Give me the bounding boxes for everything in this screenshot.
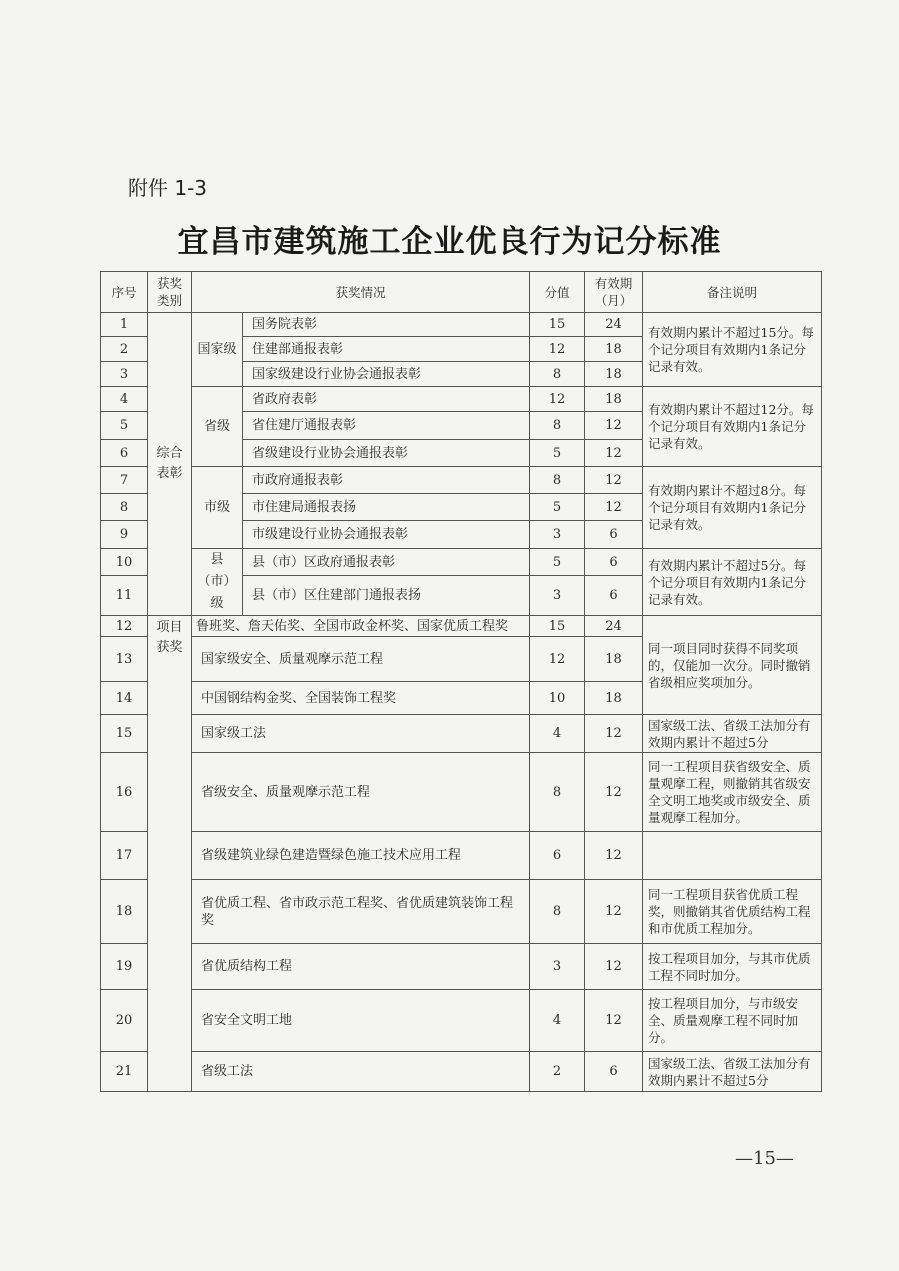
row-score: 2 [530, 1052, 585, 1092]
row-award: 省安全文明工地 [192, 990, 530, 1052]
row-score: 4 [530, 715, 585, 753]
note-row-16: 同一工程项目获省级安全、质量观摩工程，则撤销其省级安全文明工地奖或市级安全、质量观摩工程加分。 [643, 753, 822, 832]
row-months: 12 [585, 832, 643, 880]
row-score: 8 [530, 412, 585, 440]
row-no: 13 [101, 637, 148, 682]
header-score: 分值 [530, 272, 585, 313]
row-months: 12 [585, 753, 643, 832]
row-months: 18 [585, 682, 643, 715]
row-score: 4 [530, 990, 585, 1052]
row-award: 县（市）区住建部门通报表扬 [243, 576, 530, 616]
row-score: 8 [530, 880, 585, 944]
table-row [101, 313, 822, 337]
note-row-21: 国家级工法、省级工法加分有效期内累计不超过5分 [643, 1052, 822, 1092]
row-months: 12 [585, 715, 643, 753]
row-award: 市级建设行业协会通报表彰 [243, 521, 530, 549]
row-months: 12 [585, 944, 643, 990]
row-award: 市政府通报表彰 [243, 467, 530, 494]
row-score: 15 [530, 616, 585, 637]
table-row [101, 549, 822, 576]
level-county: 县（市）级 [192, 549, 243, 616]
row-award: 省优质结构工程 [192, 944, 530, 990]
row-score: 3 [530, 521, 585, 549]
note-county: 有效期内累计不超过5分。每个记分项目有效期内1条记分记录有效。 [643, 549, 822, 616]
row-score: 12 [530, 387, 585, 412]
category-project: 项目获奖 [148, 616, 192, 1092]
row-no: 3 [101, 362, 148, 387]
row-no: 9 [101, 521, 148, 549]
row-no: 5 [101, 412, 148, 440]
header-row [101, 272, 822, 313]
row-score: 6 [530, 832, 585, 880]
row-months: 12 [585, 412, 643, 440]
level-province: 省级 [192, 387, 243, 467]
table-row [101, 467, 822, 494]
row-score: 15 [530, 313, 585, 337]
row-score: 5 [530, 440, 585, 467]
scoring-standard-table [100, 271, 822, 1092]
header-award: 获奖情况 [192, 272, 530, 313]
note-row-17 [643, 832, 822, 880]
row-score: 8 [530, 753, 585, 832]
row-no: 21 [101, 1052, 148, 1092]
row-months: 24 [585, 616, 643, 637]
row-award: 鲁班奖、詹天佑奖、全国市政金杯奖、国家优质工程奖 [192, 616, 530, 637]
table-row [101, 880, 822, 944]
table-row [101, 387, 822, 412]
page-number: —15— [735, 1148, 794, 1169]
header-no: 序号 [101, 272, 148, 313]
row-no: 14 [101, 682, 148, 715]
row-months: 18 [585, 362, 643, 387]
row-months: 12 [585, 467, 643, 494]
note-province: 有效期内累计不超过12分。每个记分项目有效期内1条记分记录有效。 [643, 387, 822, 467]
note-city: 有效期内累计不超过8分。每个记分项目有效期内1条记分记录有效。 [643, 467, 822, 549]
row-award: 中国钢结构金奖、全国装饰工程奖 [192, 682, 530, 715]
header-notes: 备注说明 [643, 272, 822, 313]
row-award: 县（市）区政府通报表彰 [243, 549, 530, 576]
note-row-19: 按工程项目加分，与其市优质工程不同时加分。 [643, 944, 822, 990]
row-award: 省级建筑业绿色建造暨绿色施工技术应用工程 [192, 832, 530, 880]
attachment-label: 附件 1-3 [128, 176, 208, 200]
table-row [101, 990, 822, 1052]
row-score: 10 [530, 682, 585, 715]
row-no: 4 [101, 387, 148, 412]
table-row [101, 832, 822, 880]
row-no: 17 [101, 832, 148, 880]
row-no: 20 [101, 990, 148, 1052]
header-category: 获奖类别 [148, 272, 192, 313]
row-no: 8 [101, 494, 148, 521]
note-rows-12-14: 同一项目同时获得不同奖项的，仅能加一次分。同时撤销省级相应奖项加分。 [643, 616, 822, 715]
row-no: 15 [101, 715, 148, 753]
row-award: 市住建局通报表扬 [243, 494, 530, 521]
level-national: 国家级 [192, 313, 243, 387]
note-row-15: 国家级工法、省级工法加分有效期内累计不超过5分 [643, 715, 822, 753]
level-city: 市级 [192, 467, 243, 549]
row-no: 2 [101, 337, 148, 362]
row-award: 国家级建设行业协会通报表彰 [243, 362, 530, 387]
row-award: 省级安全、质量观摩示范工程 [192, 753, 530, 832]
row-no: 7 [101, 467, 148, 494]
row-award: 国务院表彰 [243, 313, 530, 337]
row-score: 12 [530, 337, 585, 362]
row-months: 12 [585, 990, 643, 1052]
row-score: 8 [530, 362, 585, 387]
row-months: 6 [585, 549, 643, 576]
row-award: 省优质工程、省市政示范工程奖、省优质建筑装饰工程奖 [192, 880, 530, 944]
row-months: 6 [585, 1052, 643, 1092]
row-months: 24 [585, 313, 643, 337]
row-no: 19 [101, 944, 148, 990]
table-row [101, 944, 822, 990]
row-no: 12 [101, 616, 148, 637]
row-award: 国家级安全、质量观摩示范工程 [192, 637, 530, 682]
note-national: 有效期内累计不超过15分。每个记分项目有效期内1条记分记录有效。 [643, 313, 822, 387]
row-months: 12 [585, 880, 643, 944]
note-row-18: 同一工程项目获省优质工程奖，则撤销其省优质结构工程和市优质工程加分。 [643, 880, 822, 944]
row-months: 18 [585, 387, 643, 412]
row-score: 3 [530, 576, 585, 616]
table-row [101, 616, 822, 637]
row-no: 18 [101, 880, 148, 944]
table-row [101, 1052, 822, 1092]
table-row [101, 715, 822, 753]
row-score: 8 [530, 467, 585, 494]
row-award: 省级工法 [192, 1052, 530, 1092]
row-months: 6 [585, 576, 643, 616]
row-no: 11 [101, 576, 148, 616]
row-no: 10 [101, 549, 148, 576]
row-score: 5 [530, 494, 585, 521]
row-score: 12 [530, 637, 585, 682]
row-months: 18 [585, 637, 643, 682]
row-award: 省级建设行业协会通报表彰 [243, 440, 530, 467]
row-months: 18 [585, 337, 643, 362]
table-row [101, 753, 822, 832]
document-title: 宜昌市建筑施工企业优良行为记分标准 [177, 224, 722, 260]
row-award: 省政府表彰 [243, 387, 530, 412]
row-months: 12 [585, 440, 643, 467]
header-validity: 有效期（月） [585, 272, 643, 313]
row-award: 国家级工法 [192, 715, 530, 753]
category-comprehensive: 综合表彰 [148, 313, 192, 616]
row-award: 省住建厅通报表彰 [243, 412, 530, 440]
row-score: 3 [530, 944, 585, 990]
row-no: 6 [101, 440, 148, 467]
row-score: 5 [530, 549, 585, 576]
row-no: 16 [101, 753, 148, 832]
row-award: 住建部通报表彰 [243, 337, 530, 362]
note-row-20: 按工程项目加分，与市级安全、质量观摩工程不同时加分。 [643, 990, 822, 1052]
row-months: 12 [585, 494, 643, 521]
row-no: 1 [101, 313, 148, 337]
row-months: 6 [585, 521, 643, 549]
